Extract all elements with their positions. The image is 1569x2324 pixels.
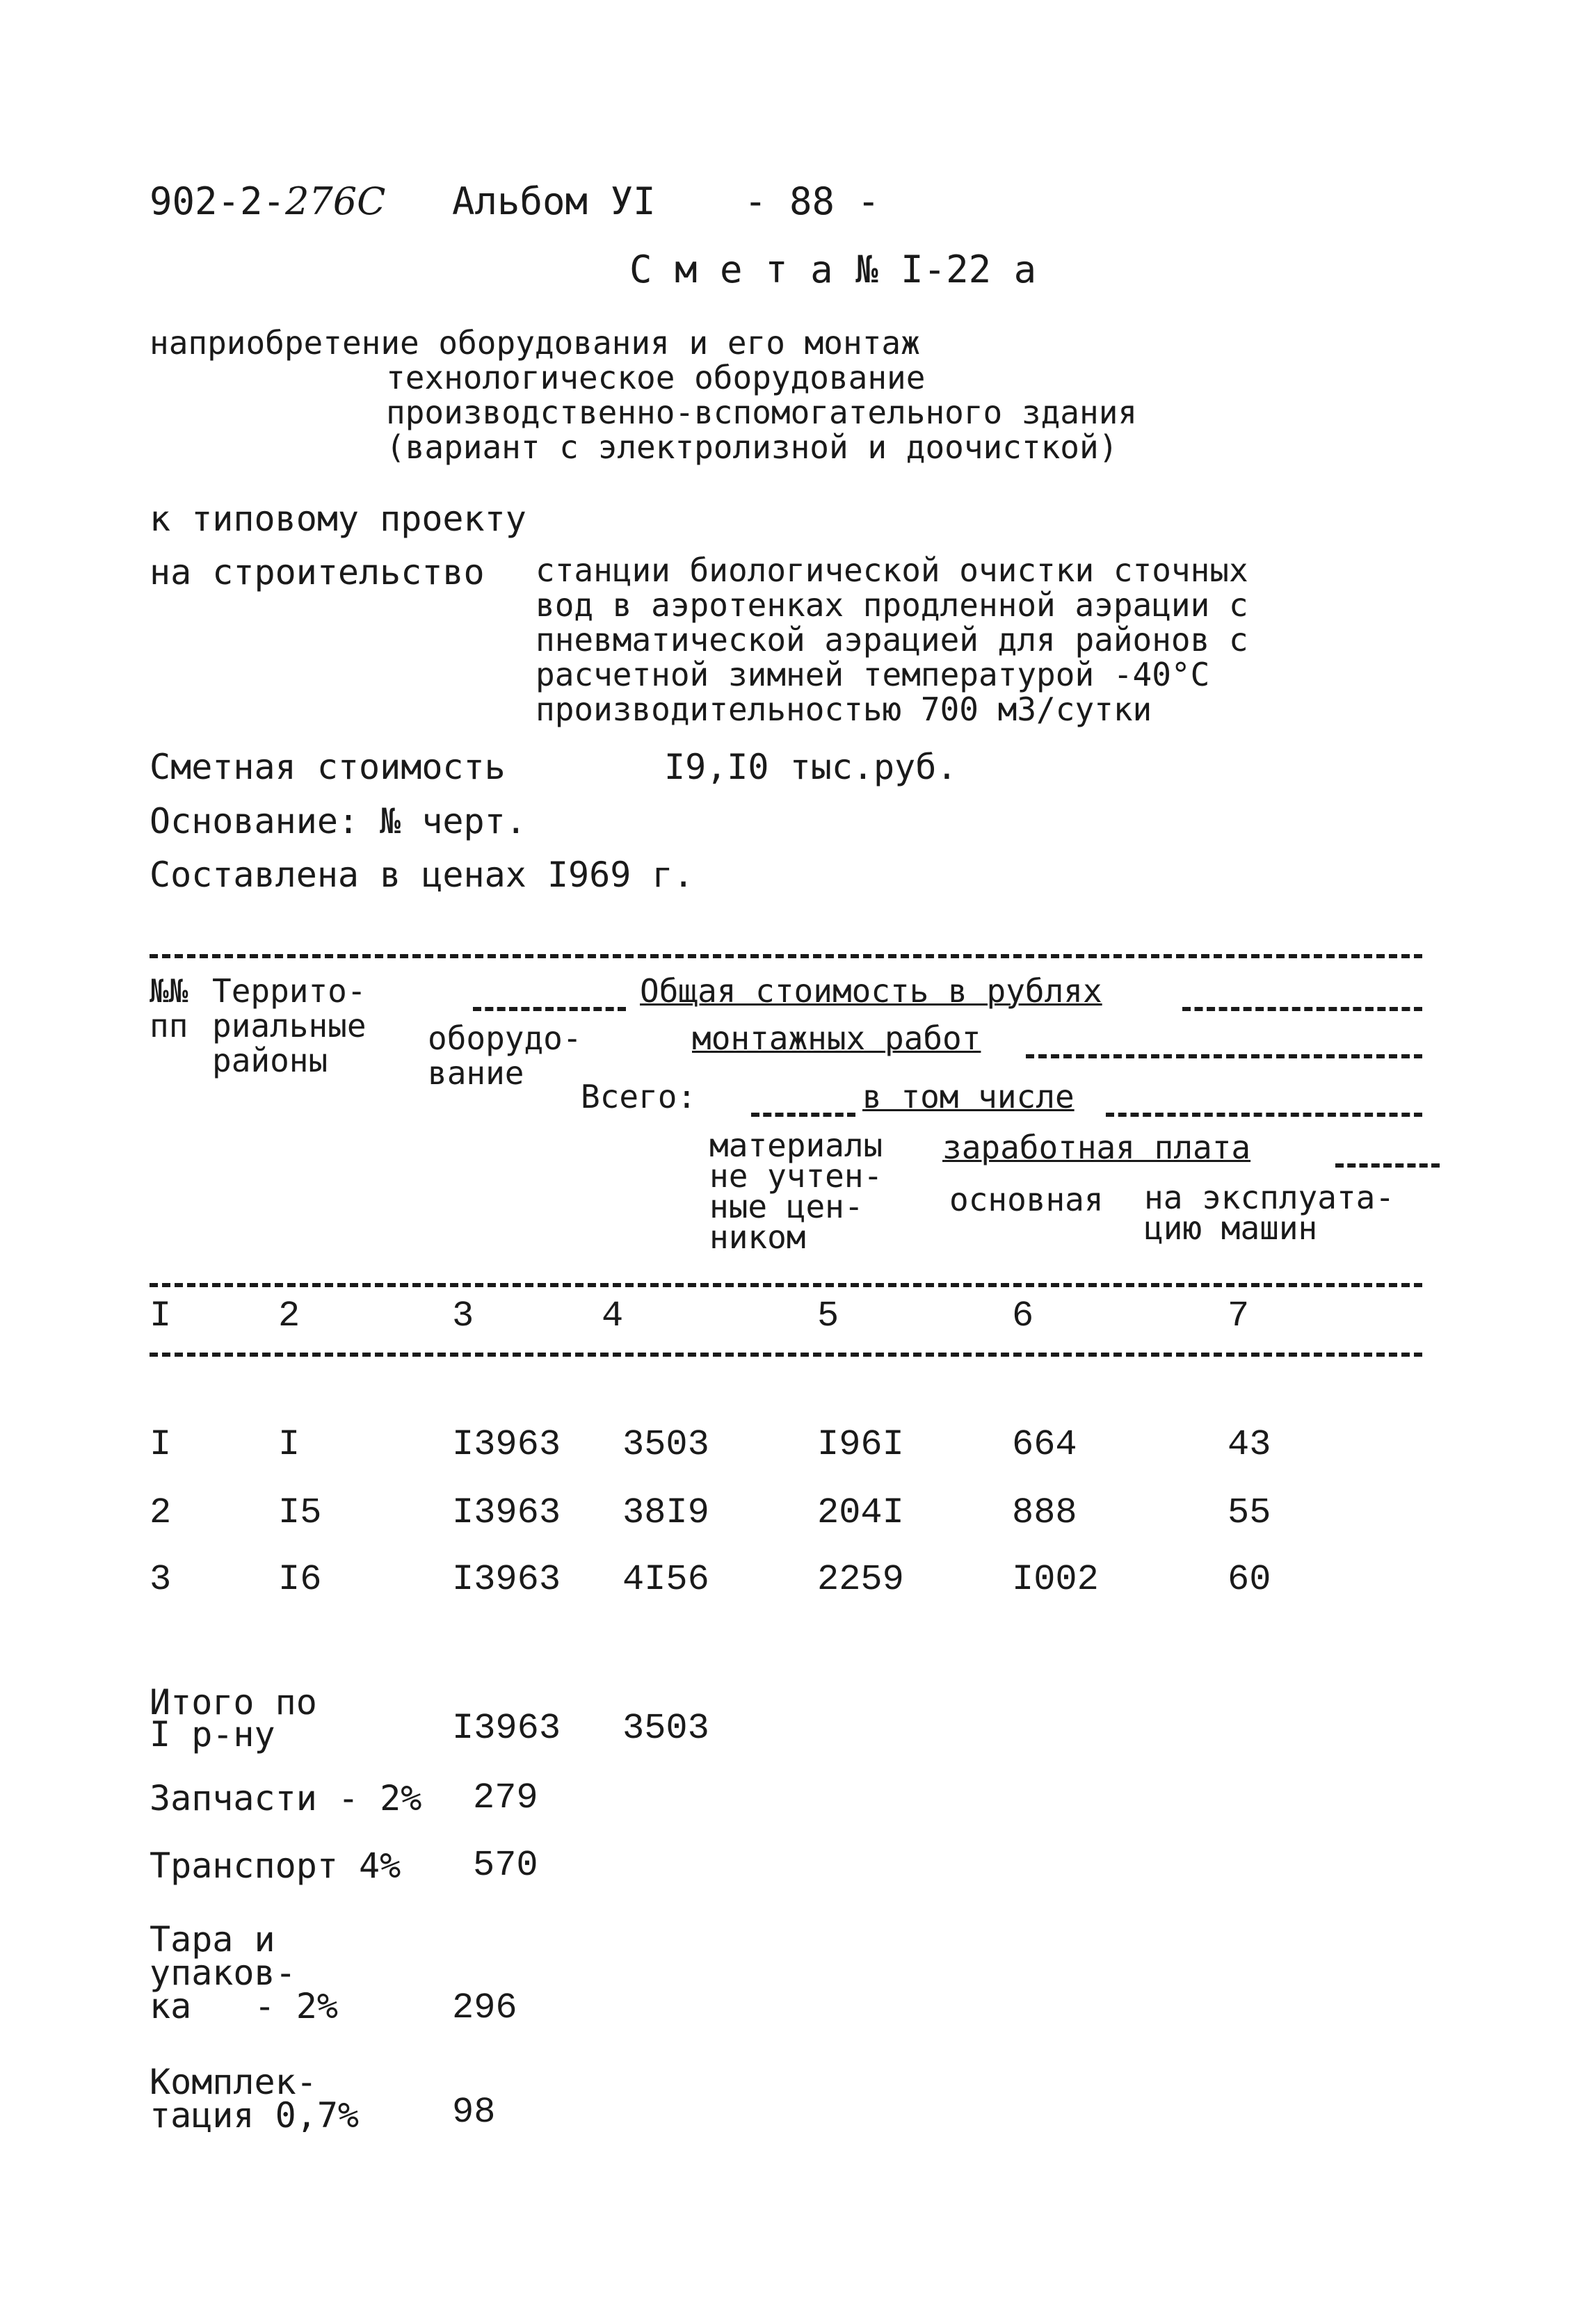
col-header-including: в том числе bbox=[862, 1078, 1075, 1115]
spare-parts-label: Запчасти - 2% bbox=[150, 1778, 422, 1818]
col-number: 3 bbox=[452, 1296, 474, 1337]
header-page-number: - 88 - bbox=[744, 179, 880, 223]
spare-parts-value: 279 bbox=[473, 1777, 538, 1818]
col-header-machines: на эксплуата- цию машин bbox=[1144, 1179, 1395, 1247]
cell-region: I6 bbox=[278, 1559, 322, 1600]
cell-materials: I96I bbox=[817, 1424, 904, 1465]
col-number: 7 bbox=[1228, 1296, 1250, 1337]
cell-region: I bbox=[278, 1424, 300, 1465]
header-code-handwritten: 276C bbox=[285, 179, 386, 223]
cell-machine-wages: 43 bbox=[1228, 1424, 1271, 1465]
totals-installation: 3503 bbox=[622, 1708, 709, 1749]
packaging-label: Тара и упаков- ка - 2% bbox=[150, 1919, 338, 2026]
cell-basic-wages: 664 bbox=[1012, 1424, 1077, 1465]
project-label: к типовому проекту bbox=[150, 499, 526, 539]
col-header-region: Террито- риальные районы bbox=[212, 972, 367, 1079]
rule-total-cost-left bbox=[473, 1007, 626, 1011]
cell-num: I bbox=[150, 1424, 172, 1465]
construction-label: на строительство bbox=[150, 552, 485, 592]
col-number: 6 bbox=[1012, 1296, 1034, 1337]
rule-wages-right bbox=[1335, 1163, 1440, 1168]
cell-basic-wages: 888 bbox=[1012, 1492, 1077, 1533]
header-code-prefix: 902-2- bbox=[150, 179, 286, 223]
totals-equipment: I3963 bbox=[452, 1708, 561, 1749]
transport-label: Транспорт 4% bbox=[150, 1846, 401, 1886]
completion-value: 98 bbox=[452, 2092, 496, 2133]
subject-line-2: технологическое оборудование bbox=[386, 359, 926, 396]
table-top-rule bbox=[150, 954, 1422, 958]
cell-materials: 2259 bbox=[817, 1559, 904, 1600]
col-number: 5 bbox=[817, 1296, 839, 1337]
col-header-materials: материалы не учтен- ные цен- ником bbox=[709, 1127, 883, 1256]
construction-line-2: вод в аэротенках продленной аэрации с bbox=[536, 586, 1248, 624]
transport-value: 570 bbox=[473, 1845, 538, 1886]
cell-total: 4I56 bbox=[622, 1559, 709, 1600]
col-header-installation: монтажных работ bbox=[692, 1019, 981, 1057]
col-header-total-cost: Общая стоимость в рублях bbox=[640, 972, 1102, 1010]
cell-region: I5 bbox=[278, 1492, 322, 1533]
cell-materials: 204I bbox=[817, 1492, 904, 1533]
cell-basic-wages: I002 bbox=[1012, 1559, 1099, 1600]
cell-total: 38I9 bbox=[622, 1492, 709, 1533]
basis-text: Основание: № черт. bbox=[150, 801, 526, 841]
prices-text: Составлена в ценах I969 г. bbox=[150, 855, 694, 895]
cell-num: 2 bbox=[150, 1492, 172, 1533]
col-number: 4 bbox=[602, 1296, 624, 1337]
packaging-value: 296 bbox=[452, 1987, 517, 2028]
cost-label: Сметная стоимость bbox=[150, 747, 506, 787]
col-number: I bbox=[150, 1296, 172, 1337]
construction-line-4: расчетной зимней температурой -40°С bbox=[536, 656, 1210, 693]
header-album: Альбом УI bbox=[452, 179, 656, 223]
col-header-total: Всего: bbox=[581, 1078, 697, 1115]
col-header-equipment: оборудо- вание bbox=[428, 1019, 582, 1092]
rule-including-right bbox=[1106, 1113, 1422, 1117]
cell-equipment: I3963 bbox=[452, 1492, 561, 1533]
col-number: 2 bbox=[278, 1296, 300, 1337]
completion-label: Комплек- тация 0,7% bbox=[150, 2062, 360, 2136]
totals-label: Итого по I р-ну bbox=[150, 1682, 317, 1754]
cell-machine-wages: 60 bbox=[1228, 1559, 1271, 1600]
cell-equipment: I3963 bbox=[452, 1424, 561, 1465]
construction-line-1: станции биологической очистки сточных bbox=[536, 551, 1248, 589]
subject-line-1: наприобретение оборудования и его монтаж bbox=[150, 324, 920, 362]
construction-line-3: пневматической аэрацией для районов с bbox=[536, 621, 1248, 659]
cell-machine-wages: 55 bbox=[1228, 1492, 1271, 1533]
cell-equipment: I3963 bbox=[452, 1559, 561, 1600]
col-header-basic: основная bbox=[949, 1181, 1104, 1218]
rule-total-cost-right bbox=[1182, 1007, 1422, 1011]
subject-line-3: производственно-вспомогательного здания bbox=[386, 394, 1138, 431]
construction-line-5: производительностью 700 м3/сутки bbox=[536, 691, 1152, 728]
document-title: С м е т а № I-22 а bbox=[629, 248, 1037, 291]
header-code bbox=[150, 179, 386, 223]
col-header-num: №№ пп bbox=[150, 972, 188, 1044]
cost-value: I9,I0 тыс.руб. bbox=[664, 747, 958, 787]
table-header-rule bbox=[150, 1283, 1422, 1287]
cell-total: 3503 bbox=[622, 1424, 709, 1465]
subject-line-4: (вариант с электролизной и доочисткой) bbox=[386, 428, 1118, 466]
rule-including-left bbox=[751, 1113, 855, 1117]
table-col-numbers-rule bbox=[150, 1353, 1422, 1357]
col-header-wages: заработная плата bbox=[942, 1129, 1251, 1166]
rule-installation-right bbox=[1026, 1054, 1422, 1058]
cell-num: 3 bbox=[150, 1559, 172, 1600]
